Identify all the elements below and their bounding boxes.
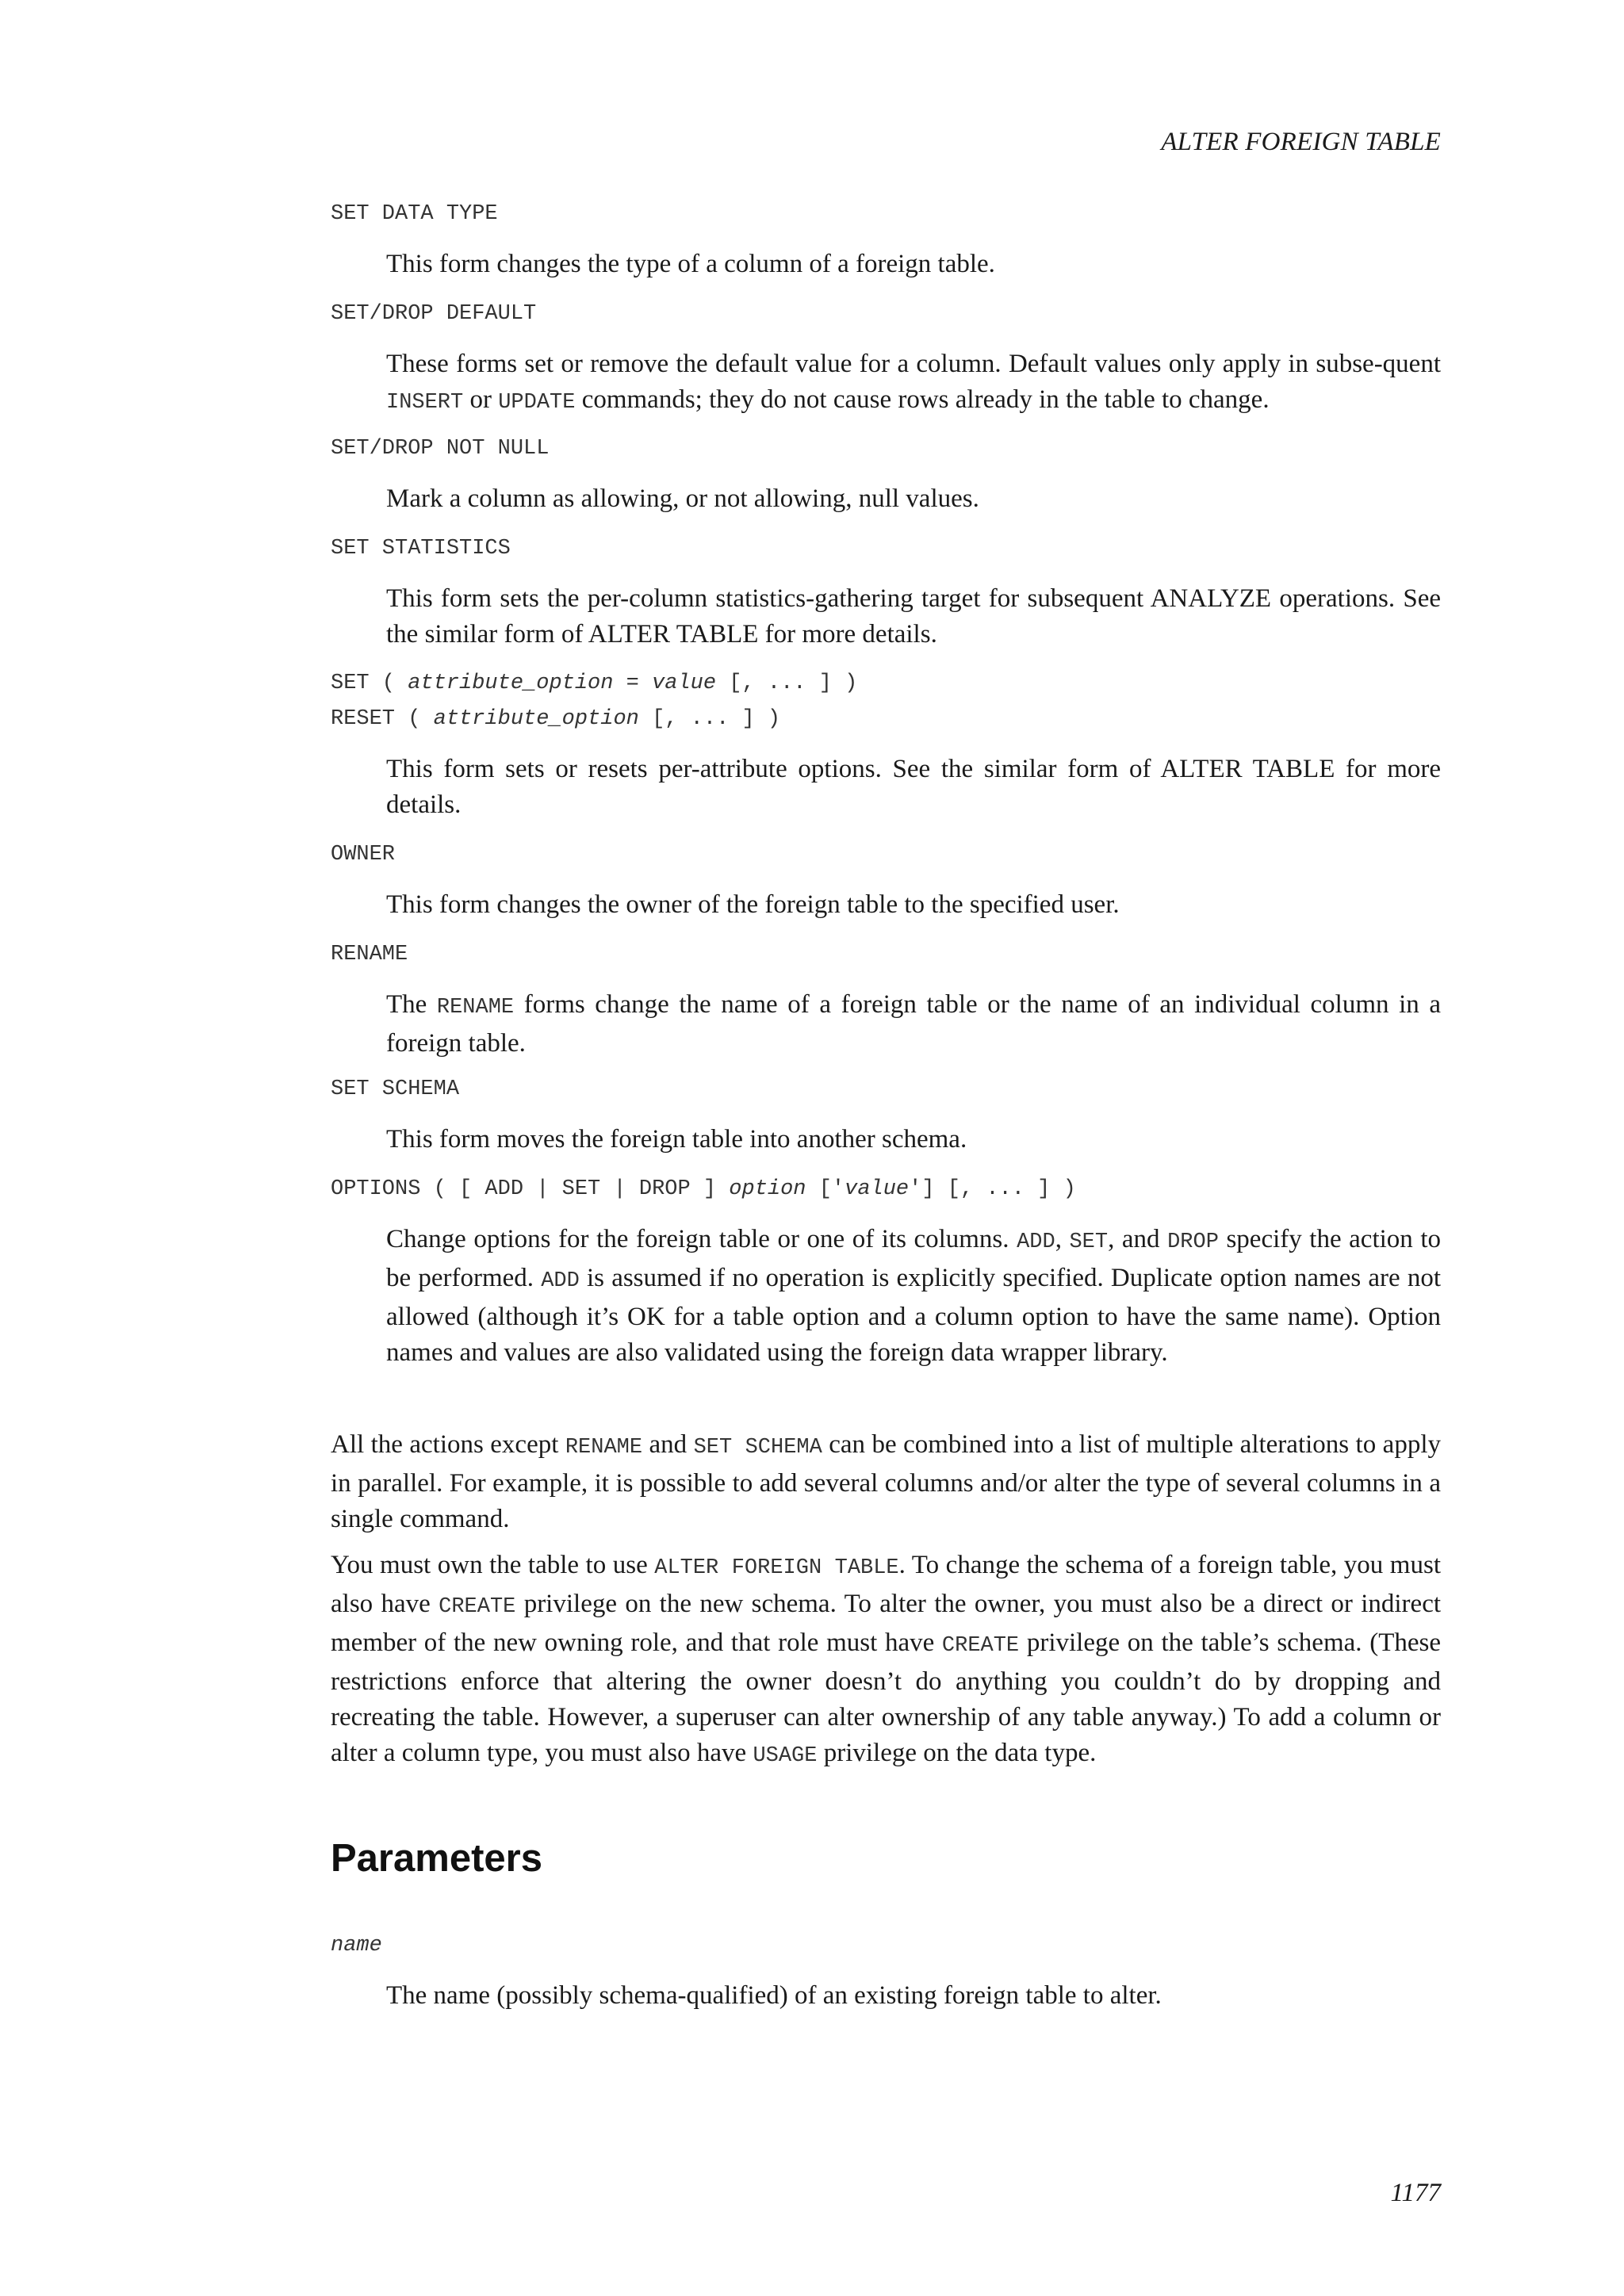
term-reset-attribute-option: RESET ( attribute_option [, ... ] ) — [331, 707, 781, 731]
param-desc-name: The name (possibly schema-qualified) of an existing foreign table to alter. — [386, 1981, 1162, 2010]
desc-set-drop-not-null: Mark a column as allowing, or not allowing, null values. — [386, 484, 979, 513]
term-set-drop-default: SET/DROP DEFAULT — [331, 302, 537, 326]
param-term-name: name — [331, 1934, 382, 1957]
paragraph-privileges: You must own the table to use ALTER FOREIGN TABLE. To change the schema of a foreign table, you must also have CREATE privilege on the new schema. To alter the owner, you must also be a direct or indirect member of the new owning role, and that role must have CREATE privilege on the table’s schema. (These restrictions enforce that altering the owner doesn’t do anything you couldn’t do by dropping and recreating the table. However, a superuser can alter ownership of any table anyway.) To add a column or alter a column type, you must also have USAGE privilege on the data type. — [331, 1551, 1442, 1768]
term-set-schema: SET SCHEMA — [331, 1077, 460, 1101]
desc-owner: This form changes the owner of the foreign table to the specified user. — [386, 890, 1120, 919]
paragraph-actions-combined: All the actions except RENAME and SET SCHEMA can be combined into a list of multiple alterations to apply in parallel. For example, it is possible to add several columns and/or alter the type of several columns in a single command. — [331, 1430, 1441, 1533]
page-number: 1177 — [1390, 2179, 1441, 2207]
running-header: ALTER FOREIGN TABLE — [1161, 128, 1441, 156]
desc-options: Change options for the foreign table or one of its columns. ADD, SET, and DROP specify the action to be performed. ADD is assumed if no operation is explicitly specified. Duplicate option names are not allowed (although it’s OK for a table option and a column option to have the same name). Option names and values are also validated using the foreign data wrapper library. — [386, 1225, 1441, 1367]
term-set-statistics: SET STATISTICS — [331, 537, 511, 561]
term-owner: OWNER — [331, 843, 396, 867]
desc-set-schema: This form moves the foreign table into another schema. — [386, 1125, 967, 1154]
term-set-data-type: SET DATA TYPE — [331, 202, 498, 226]
term-set-attribute-option: SET ( attribute_option = value [, ... ] ) — [331, 672, 858, 695]
section-heading-parameters: Parameters — [331, 1837, 542, 1880]
term-rename: RENAME — [331, 943, 408, 966]
desc-rename: The RENAME forms change the name of a foreign table or the name of an individual column in a foreign table. — [386, 990, 1441, 1058]
desc-set-reset-attribute-option: This form sets or resets per-attribute options. See the similar form of ALTER TABLE for more details. — [386, 755, 1441, 819]
term-options: OPTIONS ( [ ADD | SET | DROP ] option ['value'] [, ... ] ) — [331, 1177, 1076, 1201]
desc-set-drop-default: These forms set or remove the default value for a column. Default values only apply in subse-quent INSERT or UPDATE commands; they do not cause rows already in the table to change. — [386, 350, 1441, 415]
desc-set-data-type: This form changes the type of a column of a foreign table. — [386, 250, 995, 278]
term-set-drop-not-null: SET/DROP NOT NULL — [331, 437, 550, 461]
desc-set-statistics: This form sets the per-column statistics-gathering target for subsequent ANALYZE operations. See the similar form of ALTER TABLE for more details. — [386, 584, 1441, 649]
